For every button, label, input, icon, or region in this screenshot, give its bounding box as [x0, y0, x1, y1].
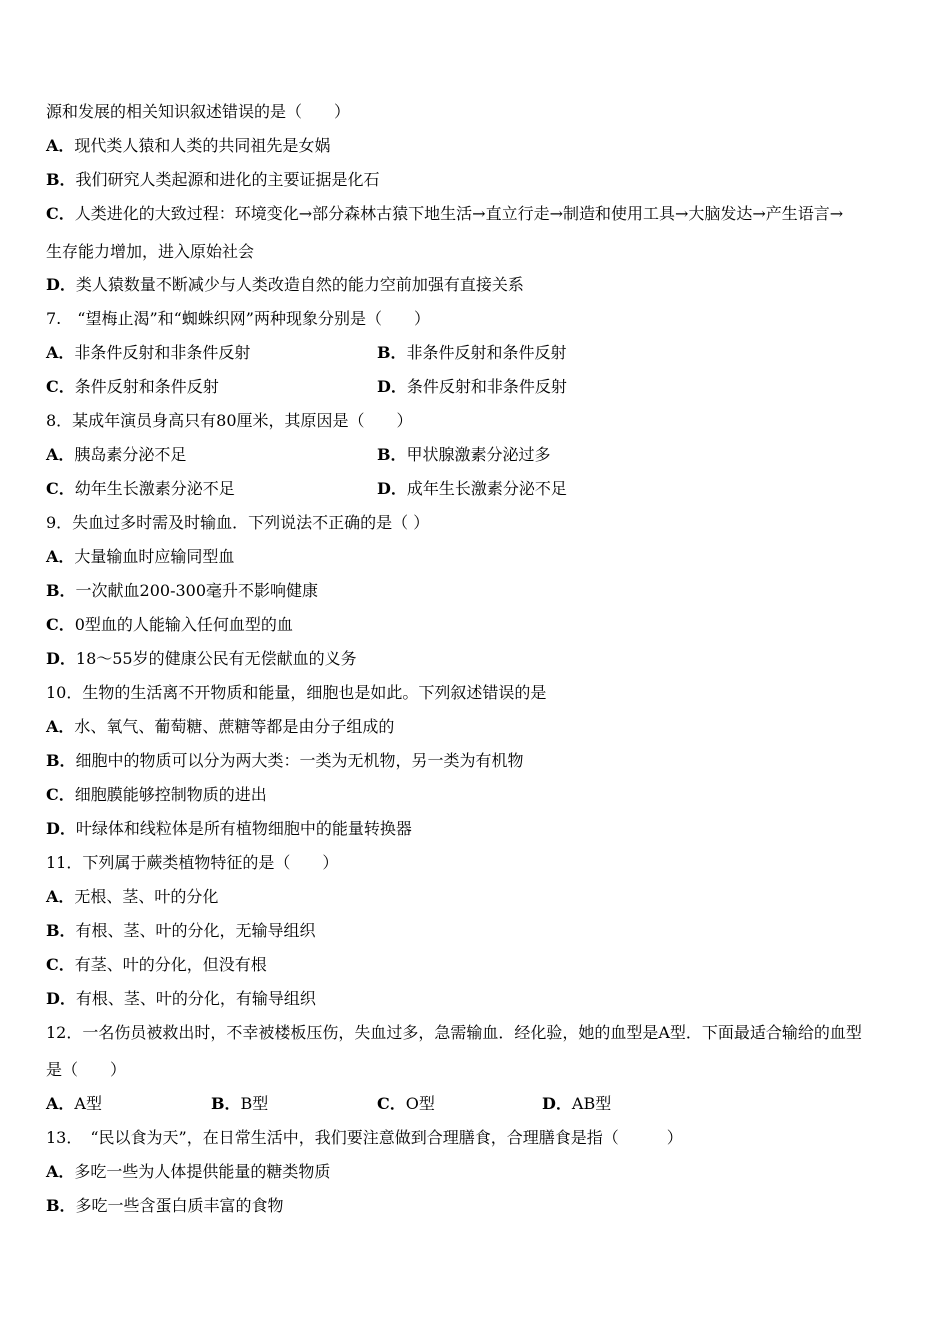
- q6-option-c-continued: 生存能力增加，进入原始社会: [46, 242, 255, 261]
- q10-stem: 10．生物的生活离不开物质和能量，细胞也是如此。下列叙述错误的是: [46, 683, 547, 702]
- q12-option-d: D．AB型: [542, 1094, 612, 1113]
- q6-stem-continued: 源和发展的相关知识叙述错误的是（ ）: [46, 102, 351, 121]
- q8-option-a: A．胰岛素分泌不足: [46, 445, 187, 464]
- q13-option-a: A．多吃一些为人体提供能量的糖类物质: [46, 1162, 331, 1181]
- q11-option-d: D．有根、茎、叶的分化，有输导组织: [46, 989, 316, 1008]
- q13-option-b: B．多吃一些含蛋白质丰富的食物: [46, 1196, 284, 1215]
- q11-stem: 11．下列属于蕨类植物特征的是（ ）: [46, 853, 339, 872]
- q11-option-b: B．有根、茎、叶的分化，无输导组织: [46, 921, 316, 940]
- q7-option-c: C．条件反射和条件反射: [46, 377, 219, 396]
- q6-option-b: B．我们研究人类起源和进化的主要证据是化石: [46, 170, 380, 189]
- q12-option-b: B．B型: [211, 1094, 269, 1113]
- q7-option-d: D．条件反射和非条件反射: [377, 377, 567, 396]
- q7-option-a: A．非条件反射和非条件反射: [46, 343, 251, 362]
- q9-stem: 9．失血过多时需及时输血．下列说法不正确的是（ ）: [46, 513, 430, 532]
- q9-option-b: B．一次献血200-300毫升不影响健康: [46, 581, 319, 600]
- option-letter: C．: [46, 204, 75, 223]
- q12-stem-continued: 是（ ）: [46, 1060, 127, 1079]
- q12-stem: 12．一名伤员被救出时，不幸被楼板压伤，失血过多，急需输血．经化验，她的血型是A型．下面最适合输给的血型: [46, 1023, 862, 1042]
- q9-option-a: A．大量输血时应输同型血: [46, 547, 235, 566]
- q7-option-b: B．非条件反射和条件反射: [377, 343, 567, 362]
- q8-stem: 8．某成年演员身高只有80厘米，其原因是（ ）: [46, 411, 413, 430]
- q6-option-a: A．现代类人猿和人类的共同祖先是女娲: [46, 136, 331, 155]
- q10-option-d: D．叶绿体和线粒体是所有植物细胞中的能量转换器: [46, 819, 412, 838]
- q7-stem: 7. “望梅止渴”和“蜘蛛织网”两种现象分别是（ ）: [46, 309, 430, 328]
- option-letter: D．: [46, 275, 76, 294]
- q10-option-a: A．水、氧气、葡萄糖、蔗糖等都是由分子组成的: [46, 717, 395, 736]
- q12-option-c: C．O型: [377, 1094, 435, 1113]
- q6-option-d: D．类人猿数量不断减少与人类改造自然的能力空前加强有直接关系: [46, 275, 524, 294]
- q8-option-c: C．幼年生长激素分泌不足: [46, 479, 235, 498]
- q6-option-c: C．人类进化的大致过程：环境变化→部分森林古猿下地生活→直立行走→制造和使用工具→大脑发达→产生语言→: [46, 204, 844, 223]
- q11-option-a: A．无根、茎、叶的分化: [46, 887, 219, 906]
- option-letter: B．: [46, 170, 76, 189]
- q10-option-b: B．细胞中的物质可以分为两大类：一类为无机物，另一类为有机物: [46, 751, 524, 770]
- q10-option-c: C．细胞膜能够控制物质的进出: [46, 785, 267, 804]
- q8-option-d: D．成年生长激素分泌不足: [377, 479, 567, 498]
- q13-stem: 13． “民以食为天”，在日常生活中，我们要注意做到合理膳食，合理膳食是指（ ）: [46, 1128, 683, 1147]
- q9-option-d: D．18～55岁的健康公民有无偿献血的义务: [46, 649, 357, 668]
- q12-option-a: A．A型: [46, 1094, 102, 1113]
- option-letter: A．: [46, 136, 75, 155]
- q11-option-c: C．有茎、叶的分化，但没有根: [46, 955, 267, 974]
- q9-option-c: C．0型血的人能输入任何血型的血: [46, 615, 293, 634]
- q8-option-b: B．甲状腺激素分泌过多: [377, 445, 551, 464]
